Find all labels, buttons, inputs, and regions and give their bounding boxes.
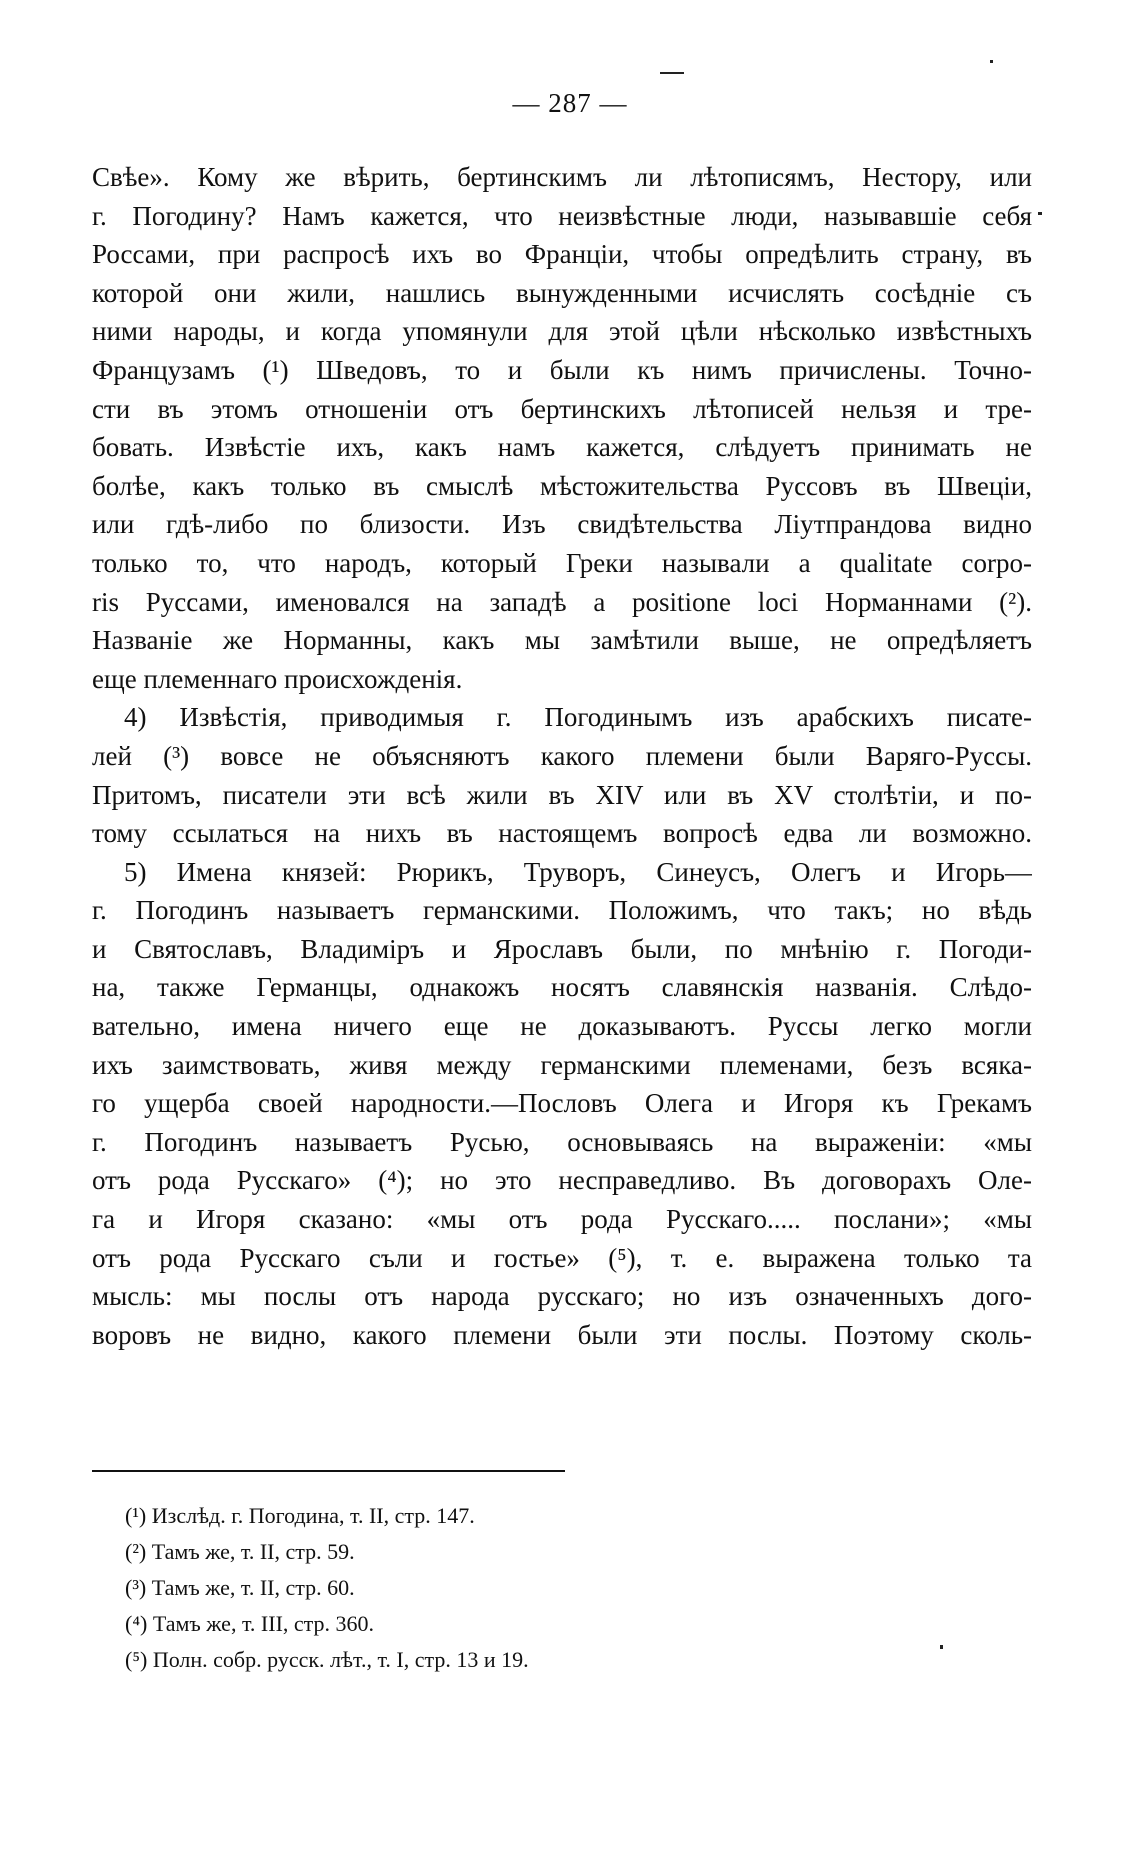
text-line: на, также Германцы, однакожъ носятъ славянскія названія. Слѣдо- xyxy=(92,972,1032,1003)
footnote: (⁵) Полн. собр. русск. лѣт., т. I, стр. 13 и 19. xyxy=(125,1647,529,1672)
footnotes xyxy=(125,1498,825,1678)
text-line: мысль: мы послы отъ народа русскаго; но изъ означенныхъ дого- xyxy=(92,1281,1032,1312)
footnote-divider xyxy=(92,1470,565,1472)
footnote: (³) Тамъ же, т. II, стр. 60. xyxy=(125,1575,355,1600)
text-line: болѣе, какъ только въ смыслѣ мѣстожительства Руссовъ въ Швеціи, xyxy=(92,470,1032,501)
text-line: отъ рода Русскаго» (⁴); но это несправедливо. Въ договорахъ Оле- xyxy=(92,1165,1032,1196)
text-line: ихъ заимствовать, живя между германскими племенами, безъ всяка- xyxy=(92,1049,1032,1080)
text-line: или гдѣ-либо по близости. Изъ свидѣтельства Лiутпрандова видно xyxy=(92,509,1032,540)
footnote: (²) Тамъ же, т. II, стр. 59. xyxy=(125,1539,355,1564)
text-line: бовать. Извѣстіе ихъ, какъ намъ кажется, слѣдуетъ принимать не xyxy=(92,432,1032,463)
page-number: — 287 — xyxy=(512,88,628,118)
text-line: г. Погодинъ называетъ Русью, основываясь на выраженіи: «мы xyxy=(92,1126,1032,1157)
text-line: го ущерба своей народности.—Пословъ Олега и Игоря къ Грекамъ xyxy=(92,1088,1032,1119)
text-line: Названіе же Норманны, какъ мы замѣтили выше, не опредѣляетъ xyxy=(92,625,1032,656)
text-line: которой они жили, нашлись вынужденными исчислять сосѣдніе съ xyxy=(92,277,1032,308)
text-line: Французамъ (¹) Шведовъ, то и были къ нимъ причислены. Точно- xyxy=(92,354,1032,385)
text-line: еще племеннаго происхожденія. xyxy=(92,663,463,694)
ink-speck xyxy=(1038,212,1042,215)
text-line: ris Руссами, именовался на западѣ a positione loci Норманнами (²). xyxy=(92,586,1032,617)
text-line: Свѣе». Кому же вѣрить, бертинскимъ ли лѣтописямъ, Нестору, или xyxy=(92,162,1032,192)
text-line: 5) Имена князей: Рюрикъ, Труворъ, Синеусъ, Олегъ и Игорь— xyxy=(124,856,1032,887)
ink-speck xyxy=(990,60,993,63)
text-line: воровъ не видно, какого племени были эти послы. Поэтому сколь- xyxy=(92,1319,1032,1350)
text-line: Притомъ, писатели эти всѣ жили въ XIV или въ XV столѣтіи, и по- xyxy=(92,779,1032,810)
text-line: тому ссылаться на нихъ въ настоящемъ вопросѣ едва ли возможно. xyxy=(92,818,1032,849)
ink-speck xyxy=(660,72,684,74)
text-line: г. Погодину? Намъ кажется, что неизвѣстные люди, называвшіе себя xyxy=(92,200,1032,231)
text-line: лей (³) вовсе не объясняютъ какого племени были Варяго-Руссы. xyxy=(92,740,1032,771)
text-line: Россами, при распросѣ ихъ во Франціи, чтобы опредѣлить страну, въ xyxy=(92,239,1032,270)
text-line: сти въ этомъ отношеніи отъ бертинскихъ лѣтописей нельзя и тре- xyxy=(92,393,1032,424)
text-line: вательно, имена ничего еще не доказываютъ. Руссы легко могли xyxy=(92,1011,1032,1042)
text-line: 4) Извѣстія, приводимыя г. Погодинымъ изъ арабскихъ писате- xyxy=(124,702,1032,733)
ink-speck xyxy=(940,1645,943,1649)
text-line: ними народы, и когда упомянули для этой цѣли нѣсколько извѣстныхъ xyxy=(92,316,1032,347)
footnote: (¹) Изслѣд. г. Погодина, т. II, стр. 147. xyxy=(125,1503,475,1528)
text-line: отъ рода Русскаго съли и гостье» (⁵), т. е. выражена только та xyxy=(92,1242,1032,1273)
text-line: только то, что народъ, который Греки называли a qualitate corpo- xyxy=(92,547,1032,578)
text-line: и Святославъ, Владиміръ и Ярославъ были, по мнѣнію г. Погоди- xyxy=(92,933,1032,964)
text-line: га и Игоря сказано: «мы отъ рода Русскаго..... послани»; «мы xyxy=(92,1204,1032,1235)
text-line: г. Погодинъ называетъ германскими. Положимъ, что такъ; но вѣдь xyxy=(92,895,1032,926)
body-text xyxy=(92,158,1032,1354)
footnote: (⁴) Тамъ же, т. III, стр. 360. xyxy=(125,1611,375,1636)
